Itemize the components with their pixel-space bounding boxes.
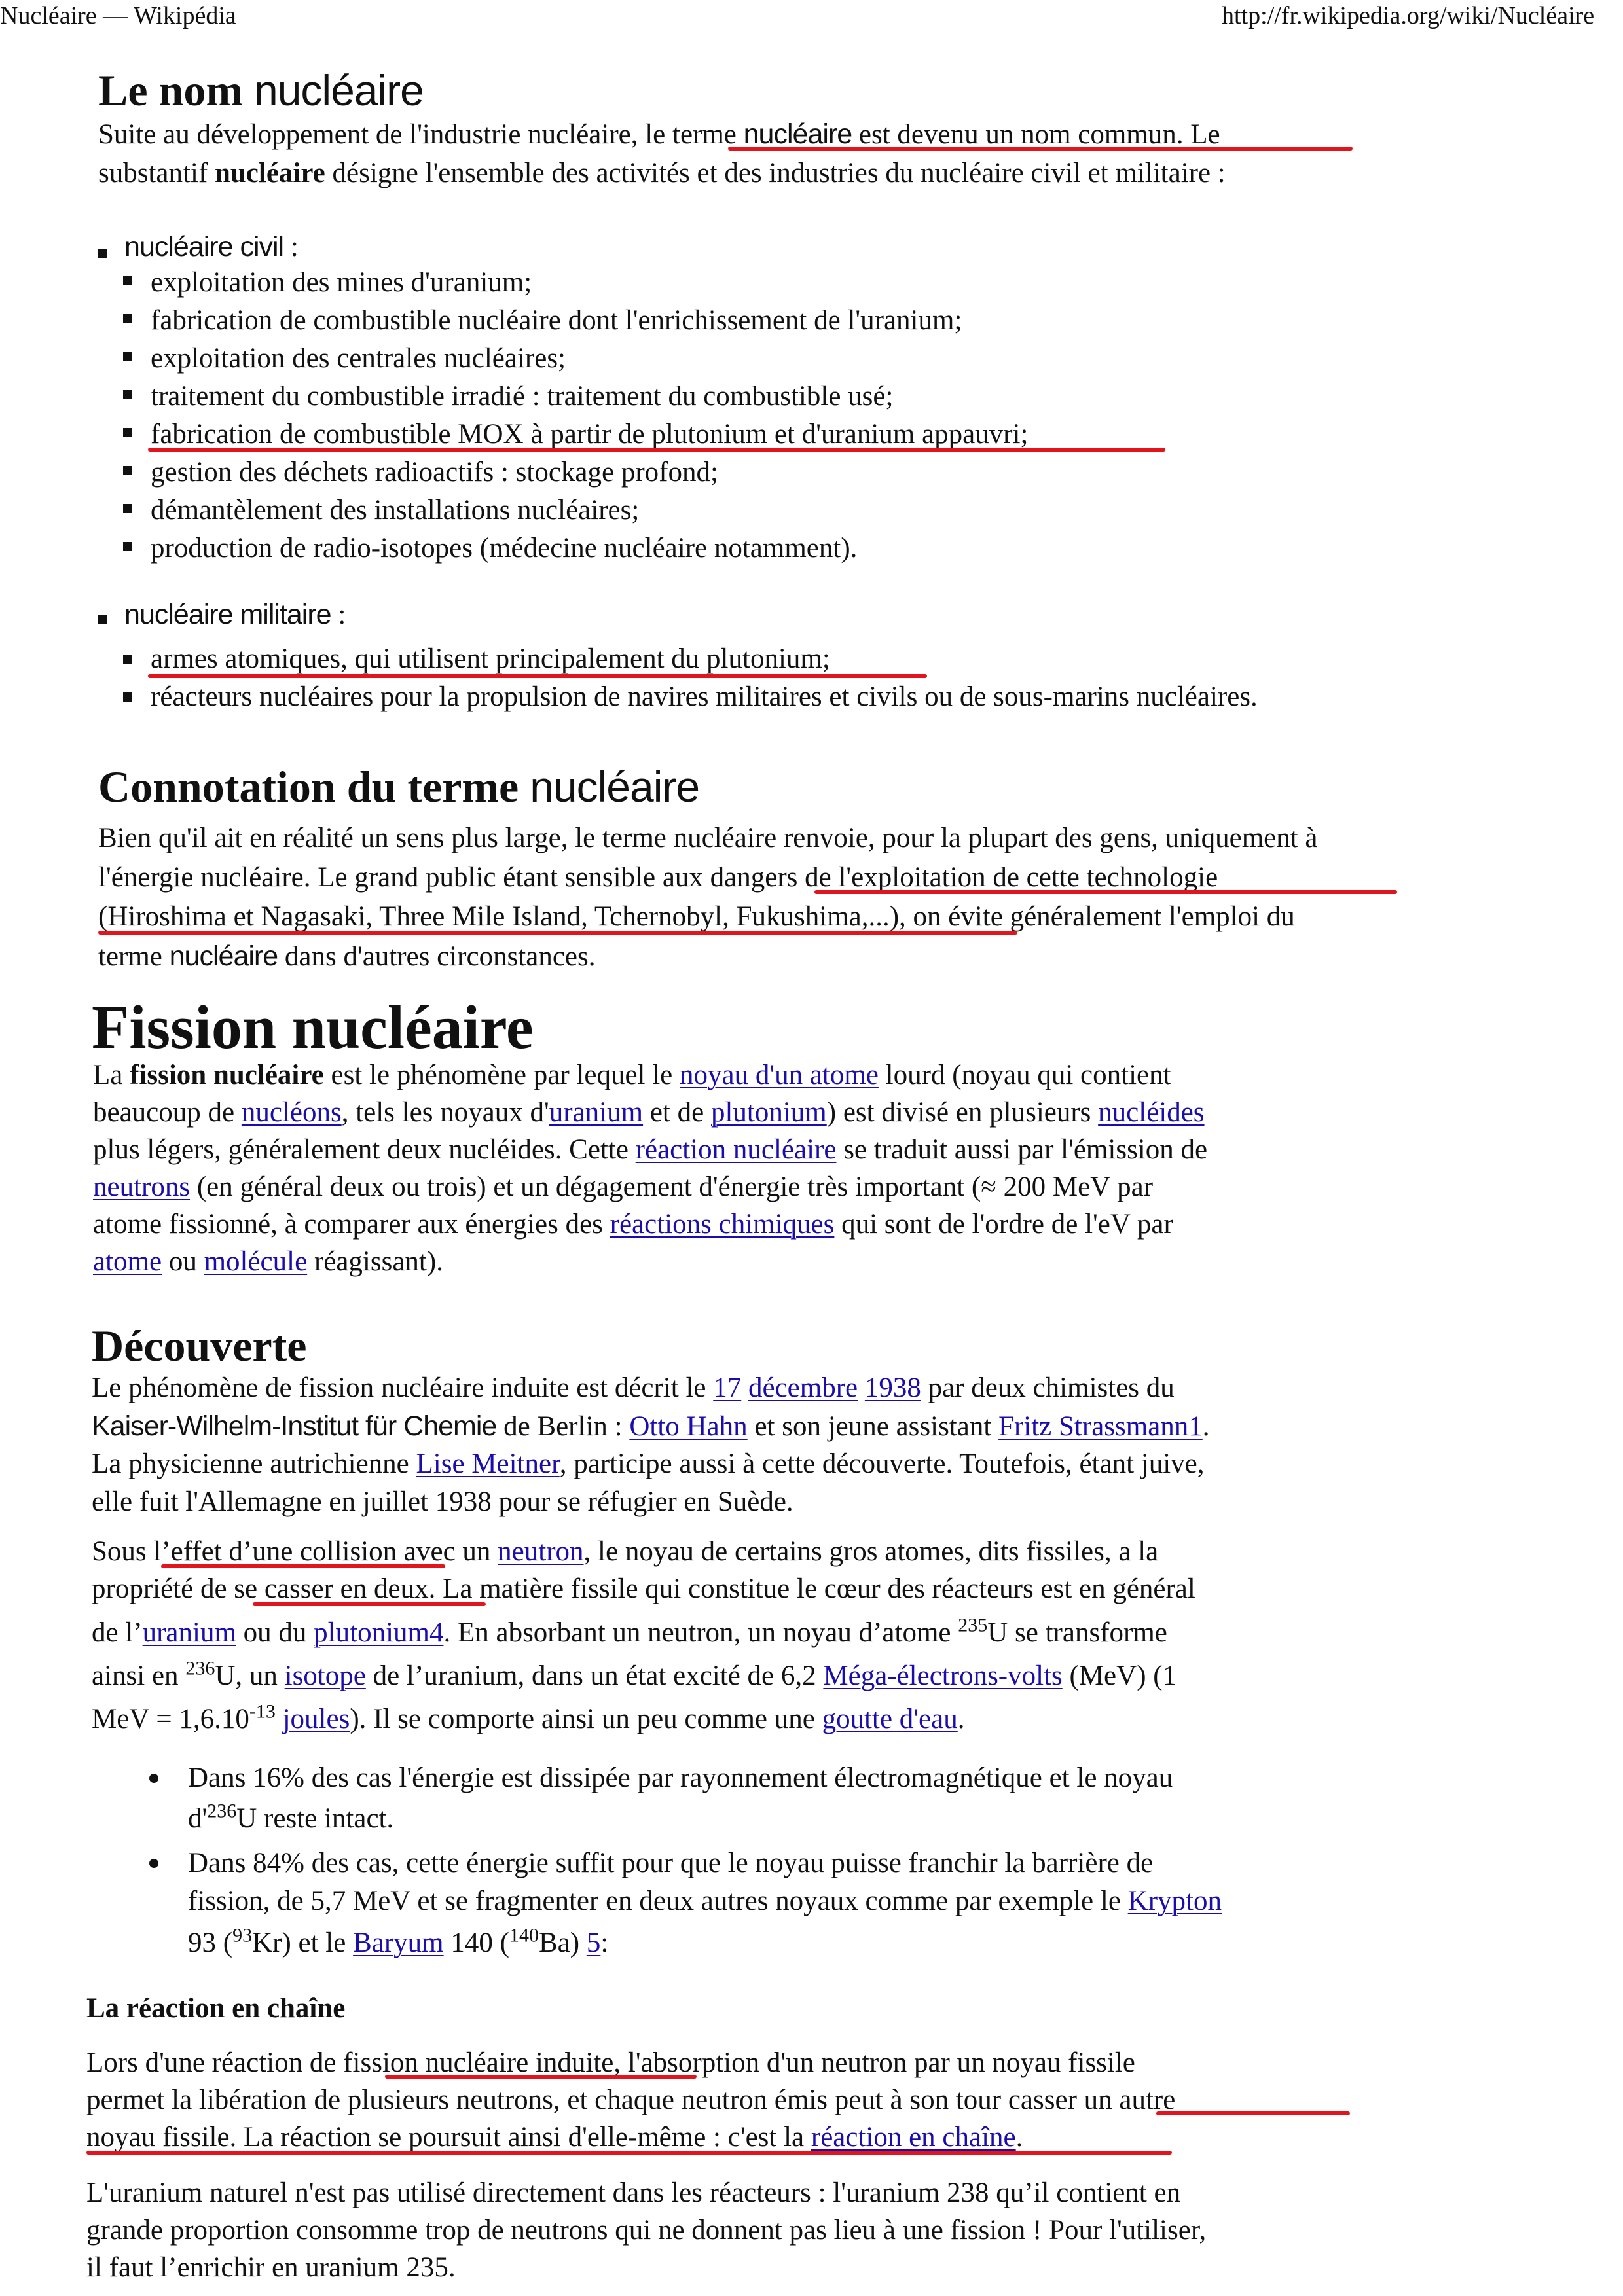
list-item-continuation: $d'^{236}U$ reste intact. [188, 1800, 394, 1834]
list-heading-nucleaire-civil: nucléaire civil : [124, 231, 299, 262]
list-item: traitement du combustible irradié : traitement du combustible usé; [151, 381, 894, 412]
list-item: Dans 84% des cas, cette énergie suffit pour que le noyau puisse franchir la barrière de [188, 1848, 1154, 1878]
annotation-underline [148, 674, 927, 678]
paragraph-line: substantif nucléaire désigne l'ensemble des activités et des industries du nucléaire civil et militaire : [98, 158, 1226, 188]
paragraph-line: Bien qu'il ait en réalité un sens plus large, le terme nucléaire renvoie, pour la plupart des gens, uniquement à [98, 823, 1318, 853]
paragraph-line: elle fuit l'Allemagne en juillet 1938 pour se réfugier en Suède. [92, 1486, 793, 1517]
link-uranium-2[interactable]: uranium [142, 1617, 236, 1648]
link-plutonium4[interactable]: plutonium4 [314, 1617, 444, 1648]
subsection-title-reaction-chaine: La réaction en chaîne [86, 1993, 346, 2024]
list-item-continuation: 93 ($^{93}$Kr) et le Baryum 140 ($^{140}$Ba) 5: [188, 1924, 609, 1958]
bullet-square-icon [123, 428, 132, 437]
bullet-square-icon [123, 314, 132, 323]
annotation-underline [1156, 2111, 1350, 2115]
annotation-underline [86, 2151, 1172, 2155]
paragraph-line: plus légers, généralement deux nucléides. Cette réaction nucléaire se traduit aussi par l'émission de [93, 1134, 1208, 1165]
bullet-square-icon [123, 655, 132, 664]
link-fritz-strassmann[interactable]: Fritz Strassmann1 [998, 1411, 1203, 1442]
paragraph-line: Kaiser-Wilhelm-Institut für Chemie de Berlin : Otto Hahn et son jeune assistant Fritz Strassmann1. [92, 1410, 1210, 1442]
list-item: production de radio-isotopes (médecine nucléaire notamment). [151, 533, 858, 564]
list-item-continuation: fission, de 5,7 MeV et se fragmenter en deux autres noyaux comme par exemple le Krypton [188, 1886, 1222, 1916]
link-lise-meitner[interactable]: Lise Meitner [416, 1448, 560, 1479]
list-item: fabrication de combustible MOX à partir de plutonium et d'uranium appauvri; [151, 419, 1029, 450]
paragraph-line: noyau fissile. La réaction se poursuit ainsi d'elle-même : c'est la réaction en chaîne. [86, 2122, 1023, 2153]
bullet-dot-icon [149, 1859, 158, 1868]
link-plutonium[interactable]: plutonium [710, 1097, 827, 1128]
annotation-underline [728, 147, 1353, 151]
paragraph-line: Lors d'une réaction de fission nucléaire induite, l'absorption d'un neutron par un noyau fissile [86, 2047, 1135, 2078]
link-decembre[interactable]: décembre [748, 1372, 858, 1403]
paragraph-line: La fission nucléaire est le phénomène par lequel le noyau d'un atome lourd (noyau qui contient [93, 1060, 1171, 1090]
paragraph-line: permet la libération de plusieurs neutrons, et chaque neutron émis peut à son tour casser un autre [86, 2085, 1176, 2115]
list-item: exploitation des mines d'uranium; [151, 267, 532, 298]
annotation-underline [148, 448, 1165, 452]
paragraph-line: beaucoup de nucléons, tels les noyaux d'uranium et de plutonium) est divisé en plusieurs nucléides [93, 1097, 1205, 1128]
list-item: démantèlement des installations nucléaires; [151, 495, 640, 526]
section-title-decouverte: Découverte [92, 1321, 307, 1371]
link-goutte-eau[interactable]: goutte d'eau [822, 1704, 958, 1734]
paragraph-line: grande proportion consomme trop de neutrons qui ne donnent pas lieu à une fission ! Pour l'utiliser, [86, 2215, 1207, 2246]
bullet-square-icon [98, 615, 107, 624]
paragraph-line: de l’uranium ou du plutonium4. En absorbant un neutron, un noyau d’atome $^{235}$U se transforme [92, 1614, 1167, 1648]
paragraph-line: Suite au développement de l'industrie nucléaire, le terme nucléaire est devenu un nom commun. Le [98, 118, 1220, 150]
link-krypton[interactable]: Krypton [1127, 1886, 1222, 1916]
link-otto-hahn[interactable]: Otto Hahn [629, 1411, 748, 1442]
paragraph-line: (Hiroshima et Nagasaki, Three Mile Island, Tchernobyl, Fukushima,...), on évite généralement l'emploi du [98, 901, 1295, 932]
list-item: exploitation des centrales nucléaires; [151, 343, 566, 374]
list-heading-nucleaire-militaire: nucléaire militaire : [124, 599, 346, 630]
paragraph-line: La physicienne autrichienne Lise Meitner, participe aussi à cette découverte. Toutefois, étant juive, [92, 1448, 1205, 1479]
bullet-square-icon [123, 466, 132, 475]
list-item: fabrication de combustible nucléaire dont l'enrichissement de l'uranium; [151, 305, 962, 336]
section-title-connotation: Connotation du terme nucléaire [98, 762, 700, 812]
paragraph-line: MeV = $1,6.10^{-13}$ joules). Il se comporte ainsi un peu comme une goutte d'eau. [92, 1700, 965, 1734]
link-neutron[interactable]: neutron [498, 1536, 584, 1567]
link-17[interactable]: 17 [713, 1372, 742, 1403]
link-molecule[interactable]: molécule [204, 1246, 308, 1277]
bullet-square-icon [123, 504, 132, 513]
link-reaction-nucleaire[interactable]: réaction nucléaire [635, 1134, 837, 1165]
annotation-underline [385, 2075, 697, 2079]
article-title-fission: Fission nucléaire [92, 994, 534, 1062]
paragraph-line: Le phénomène de fission nucléaire induite est décrit le 17 décembre 1938 par deux chimistes du [92, 1372, 1175, 1403]
annotation-underline [253, 1602, 486, 1606]
section-title-le-nom: Le nom nucléaire [98, 65, 424, 115]
bullet-square-icon [123, 390, 132, 399]
bullet-dot-icon [149, 1774, 158, 1783]
paragraph-line: Sous l’effet d’une collision avec un neutron, le noyau de certains gros atomes, dits fissiles, a la [92, 1536, 1159, 1567]
link-nucleons[interactable]: nucléons [241, 1097, 342, 1128]
link-mega-electrons-volts[interactable]: Méga-électrons-volts [823, 1660, 1063, 1691]
link-ref-5[interactable]: 5 [586, 1928, 601, 1958]
annotation-underline [161, 1564, 445, 1568]
paragraph-line: atome ou molécule réagissant). [93, 1246, 443, 1277]
link-1938[interactable]: 1938 [864, 1372, 921, 1403]
paragraph-line: propriété de se casser en deux. La matière fissile qui constitue le cœur des réacteurs est en général [92, 1573, 1195, 1604]
annotation-underline [814, 890, 1397, 894]
paragraph-line: l'énergie nucléaire. Le grand public étant sensible aux dangers de l'exploitation de cette technologie [98, 862, 1218, 893]
bullet-square-icon [123, 542, 132, 551]
paragraph-line: neutrons (en général deux ou trois) et un dégagement d'énergie très important (≈ 200 MeV par [93, 1172, 1154, 1202]
link-neutrons[interactable]: neutrons [93, 1172, 191, 1202]
link-atome[interactable]: atome [93, 1246, 162, 1277]
link-isotope[interactable]: isotope [284, 1660, 366, 1691]
list-item: réacteurs nucléaires pour la propulsion de navires militaires et civils ou de sous-marins nucléaires. [151, 681, 1258, 712]
paragraph-line: il faut l’enrichir en uranium 235. [86, 2252, 456, 2283]
paragraph-line: ainsi en $^{236}$U, un isotope de l’uranium, dans un état excité de 6,2 Méga-électrons-volts (MeV) (1 [92, 1657, 1177, 1691]
bullet-square-icon [123, 352, 132, 361]
bullet-square-icon [123, 276, 132, 285]
print-header-title: Nucléaire — Wikipédia [0, 2, 236, 29]
annotation-underline [98, 931, 1017, 935]
list-item: armes atomiques, qui utilisent principalement du plutonium; [151, 643, 830, 674]
link-noyau-atome[interactable]: noyau d'un atome [680, 1060, 879, 1090]
link-uranium[interactable]: uranium [549, 1097, 644, 1128]
link-baryum[interactable]: Baryum [353, 1928, 444, 1958]
link-reaction-en-chaine[interactable]: réaction en chaîne [811, 2122, 1016, 2153]
print-header-url: http://fr.wikipedia.org/wiki/Nucléaire [1222, 2, 1595, 29]
bullet-square-icon [98, 249, 107, 258]
paragraph-line: terme nucléaire dans d'autres circonstances. [98, 941, 596, 972]
list-item: gestion des déchets radioactifs : stockage profond; [151, 457, 718, 488]
paragraph-line: atome fissionné, à comparer aux énergies des réactions chimiques qui sont de l'ordre de l'eV par [93, 1209, 1173, 1240]
bullet-square-icon [123, 692, 132, 702]
link-reactions-chimiques[interactable]: réactions chimiques [610, 1209, 835, 1240]
link-joules[interactable]: joules [282, 1704, 350, 1734]
paragraph-line: L'uranium naturel n'est pas utilisé directement dans les réacteurs : l'uranium 238 qu’il contient en [86, 2178, 1181, 2208]
link-nucleides[interactable]: nucléides [1098, 1097, 1205, 1128]
list-item: Dans 16% des cas l'énergie est dissipée par rayonnement électromagnétique et le noyau [188, 1763, 1173, 1793]
